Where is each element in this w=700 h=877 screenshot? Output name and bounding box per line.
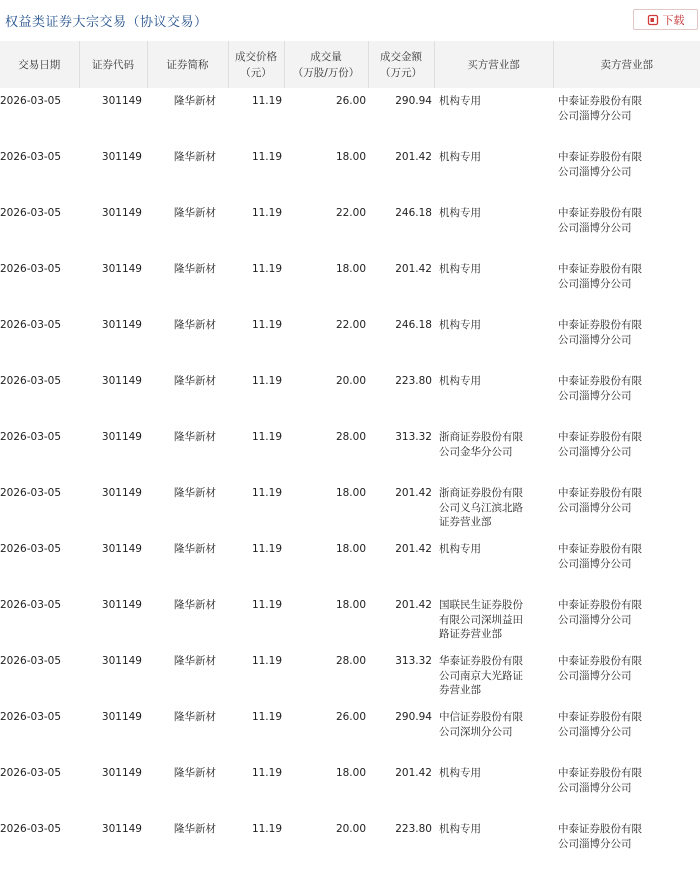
buyer-branch-cell: [434, 424, 553, 480]
price-cell: 11.19: [251, 207, 282, 219]
seller-branch-cell: [553, 256, 700, 312]
seller-line: 中泰证券股份有限: [558, 543, 642, 555]
amount-cell: 223.80: [395, 823, 432, 835]
volume-cell: 18.00: [335, 487, 366, 499]
buyer-branch-cell: [434, 88, 553, 144]
seller-line: 中泰证券股份有限: [558, 431, 642, 443]
seller-line: 公司淄博分公司: [558, 165, 632, 178]
seller-branch-cell: [553, 144, 700, 200]
seller-line: 中泰证券股份有限: [558, 487, 642, 499]
amount-cell: 313.32: [395, 655, 432, 667]
security-name-cell: 隆华新材: [174, 599, 216, 611]
buyer-line: 机构专用: [439, 151, 481, 163]
table-row: [0, 536, 700, 592]
price-cell: 11.19: [251, 711, 282, 723]
seller-line: 公司淄博分公司: [558, 837, 632, 850]
table-row: [0, 816, 700, 872]
seller-line: 公司淄博分公司: [558, 669, 632, 682]
header-label: （元）: [240, 66, 272, 79]
buyer-line: 机构专用: [439, 319, 481, 331]
buyer-line: 机构专用: [439, 95, 481, 107]
security-name-cell: 隆华新材: [174, 375, 216, 387]
security-code-cell: 301149: [101, 543, 142, 555]
seller-branch-cell: [553, 424, 700, 480]
security-name-cell: 隆华新材: [174, 431, 216, 443]
seller-line: 公司淄博分公司: [558, 109, 632, 122]
price-cell: 11.19: [251, 599, 282, 611]
buyer-branch-cell: [434, 592, 553, 648]
price-cell: 11.19: [251, 375, 282, 387]
table-row: [0, 480, 700, 536]
buyer-branch-cell: [434, 256, 553, 312]
buyer-line: 浙商证券股份有限: [439, 431, 523, 443]
buyer-line: 机构专用: [439, 207, 481, 219]
volume-cell: 22.00: [335, 319, 366, 331]
volume-cell: 18.00: [335, 599, 366, 611]
volume-cell: 26.00: [335, 711, 366, 723]
security-code-cell: 301149: [101, 655, 142, 667]
buyer-line: 券营业部: [439, 684, 481, 696]
security-name-cell: 隆华新材: [174, 543, 216, 555]
buyer-line: 证券营业部: [439, 516, 492, 528]
header-label: 证券简称: [166, 58, 209, 71]
price-cell: 11.19: [251, 95, 282, 107]
header-label: （万股/万份）: [292, 66, 360, 79]
trade-date-cell: 2026-03-05: [0, 263, 62, 275]
trade-date-cell: 2026-03-05: [0, 151, 62, 163]
table-row: [0, 200, 700, 256]
amount-cell: 246.18: [395, 207, 432, 219]
header-amount: [368, 41, 434, 88]
header-label: （万元）: [380, 66, 422, 79]
seller-branch-cell: [553, 200, 700, 256]
seller-line: 公司淄博分公司: [558, 221, 632, 234]
amount-cell: 201.42: [395, 151, 432, 163]
trade-date-cell: 2026-03-05: [0, 375, 62, 387]
seller-line: 中泰证券股份有限: [558, 767, 642, 779]
price-cell: 11.19: [251, 823, 282, 835]
header-label: 买方营业部: [467, 58, 520, 71]
trade-date-cell: 2026-03-05: [0, 207, 62, 219]
header-volume: [284, 41, 368, 88]
table-body: [0, 88, 700, 872]
buyer-branch-cell: [434, 760, 553, 816]
trade-date-cell: 2026-03-05: [0, 823, 62, 835]
price-cell: 11.19: [251, 767, 282, 779]
buyer-line: 公司南京大光路证: [439, 669, 523, 682]
header-label: 证券代码: [92, 58, 134, 71]
trade-date-cell: 2026-03-05: [0, 767, 62, 779]
seller-branch-cell: [553, 592, 700, 648]
buyer-branch-cell: [434, 704, 553, 760]
buyer-branch-cell: [434, 648, 553, 704]
price-cell: 11.19: [251, 319, 282, 331]
amount-cell: 290.94: [395, 95, 432, 107]
security-code-cell: 301149: [101, 599, 142, 611]
page-title: 权益类证券大宗交易（协议交易）: [5, 15, 208, 30]
seller-line: 中泰证券股份有限: [558, 599, 642, 611]
seller-line: 中泰证券股份有限: [558, 151, 642, 163]
header-row: [0, 41, 700, 88]
table-row: [0, 312, 700, 368]
seller-line: 中泰证券股份有限: [558, 319, 642, 331]
security-code-cell: 301149: [101, 151, 142, 163]
amount-cell: 201.42: [395, 263, 432, 275]
table-row: [0, 648, 700, 704]
buyer-branch-cell: [434, 816, 553, 872]
buyer-branch-cell: [434, 144, 553, 200]
table-header: [0, 41, 700, 88]
header-buyer: [434, 41, 553, 88]
trade-date-cell: 2026-03-05: [0, 599, 62, 611]
seller-line: 公司淄博分公司: [558, 725, 632, 738]
header-security-name: [147, 41, 228, 88]
volume-cell: 26.00: [335, 95, 366, 107]
seller-branch-cell: [553, 368, 700, 424]
security-code-cell: 301149: [101, 95, 142, 107]
security-name-cell: 隆华新材: [174, 711, 216, 723]
amount-cell: 290.94: [395, 711, 432, 723]
title-bar: [0, 0, 700, 40]
buyer-line: 公司深圳分公司: [439, 725, 513, 738]
volume-cell: 28.00: [335, 431, 366, 443]
security-name-cell: 隆华新材: [174, 95, 216, 107]
security-name-cell: 隆华新材: [174, 823, 216, 835]
volume-cell: 18.00: [335, 151, 366, 163]
volume-cell: 22.00: [335, 207, 366, 219]
seller-branch-cell: [553, 760, 700, 816]
buyer-branch-cell: [434, 200, 553, 256]
table-row: [0, 88, 700, 144]
trade-date-cell: 2026-03-05: [0, 543, 62, 555]
security-code-cell: 301149: [101, 375, 142, 387]
seller-line: 中泰证券股份有限: [558, 263, 642, 275]
seller-line: 中泰证券股份有限: [558, 823, 642, 835]
security-name-cell: 隆华新材: [174, 655, 216, 667]
volume-cell: 18.00: [335, 543, 366, 555]
security-code-cell: 301149: [101, 487, 142, 499]
header-label: 成交金额: [380, 50, 422, 63]
block-trade-table: [0, 41, 700, 872]
seller-line: 公司淄博分公司: [558, 277, 632, 290]
price-cell: 11.19: [251, 655, 282, 667]
amount-cell: 201.42: [395, 543, 432, 555]
buyer-line: 有限公司深圳益田: [439, 613, 523, 626]
table-row: [0, 424, 700, 480]
volume-cell: 20.00: [335, 823, 366, 835]
seller-branch-cell: [553, 480, 700, 536]
table-row: [0, 592, 700, 648]
buyer-line: 机构专用: [439, 375, 481, 387]
seller-branch-cell: [553, 704, 700, 760]
seller-branch-cell: [553, 816, 700, 872]
trade-date-cell: 2026-03-05: [0, 319, 62, 331]
price-cell: 11.19: [251, 543, 282, 555]
buyer-line: 国联民生证券股份: [439, 599, 523, 611]
buyer-branch-cell: [434, 480, 553, 536]
security-code-cell: 301149: [101, 823, 142, 835]
security-code-cell: 301149: [101, 319, 142, 331]
amount-cell: 201.42: [395, 767, 432, 779]
buyer-line: 公司金华分公司: [439, 445, 513, 458]
seller-line: 公司淄博分公司: [558, 557, 632, 570]
trade-date-cell: 2026-03-05: [0, 711, 62, 723]
security-code-cell: 301149: [101, 263, 142, 275]
seller-line: 中泰证券股份有限: [558, 711, 642, 723]
header-label: 成交量: [310, 50, 342, 63]
security-name-cell: 隆华新材: [174, 319, 216, 331]
amount-cell: 313.32: [395, 431, 432, 443]
table-row: [0, 256, 700, 312]
buyer-line: 路证券营业部: [439, 628, 502, 640]
seller-line: 公司淄博分公司: [558, 501, 632, 514]
price-cell: 11.19: [251, 431, 282, 443]
security-code-cell: 301149: [101, 431, 142, 443]
seller-line: 中泰证券股份有限: [558, 95, 642, 107]
buyer-line: 机构专用: [439, 543, 481, 555]
seller-line: 公司淄博分公司: [558, 613, 632, 626]
header-label: 卖方营业部: [600, 58, 653, 71]
table-row: [0, 760, 700, 816]
trade-date-cell: 2026-03-05: [0, 487, 62, 499]
table-row: [0, 144, 700, 200]
header-label: 交易日期: [18, 58, 61, 71]
amount-cell: 201.42: [395, 487, 432, 499]
security-name-cell: 隆华新材: [174, 767, 216, 779]
price-cell: 11.19: [251, 487, 282, 499]
price-cell: 11.19: [251, 263, 282, 275]
price-cell: 11.19: [251, 151, 282, 163]
security-code-cell: 301149: [101, 767, 142, 779]
security-name-cell: 隆华新材: [174, 207, 216, 219]
seller-branch-cell: [553, 88, 700, 144]
buyer-line: 机构专用: [439, 263, 481, 275]
seller-line: 公司淄博分公司: [558, 781, 632, 794]
security-name-cell: 隆华新材: [174, 487, 216, 499]
security-name-cell: 隆华新材: [174, 263, 216, 275]
security-code-cell: 301149: [101, 207, 142, 219]
seller-line: 公司淄博分公司: [558, 333, 632, 346]
download-icon: [647, 14, 659, 26]
seller-line: 中泰证券股份有限: [558, 207, 642, 219]
buyer-line: 机构专用: [439, 823, 481, 835]
volume-cell: 28.00: [335, 655, 366, 667]
table-row: [0, 368, 700, 424]
security-code-cell: 301149: [101, 711, 142, 723]
volume-cell: 18.00: [335, 263, 366, 275]
amount-cell: 201.42: [395, 599, 432, 611]
header-trade-date: [0, 41, 79, 88]
buyer-line: 机构专用: [439, 767, 481, 779]
seller-line: 公司淄博分公司: [558, 389, 632, 402]
header-price: [228, 41, 284, 88]
volume-cell: 18.00: [335, 767, 366, 779]
amount-cell: 246.18: [395, 319, 432, 331]
download-button[interactable]: [633, 9, 698, 30]
download-label: 下载: [662, 13, 685, 27]
seller-branch-cell: [553, 312, 700, 368]
table-row: [0, 704, 700, 760]
header-seller: [553, 41, 700, 88]
seller-line: 公司淄博分公司: [558, 445, 632, 458]
buyer-line: 浙商证券股份有限: [439, 487, 523, 499]
buyer-branch-cell: [434, 368, 553, 424]
buyer-branch-cell: [434, 312, 553, 368]
security-name-cell: 隆华新材: [174, 151, 216, 163]
trade-date-cell: 2026-03-05: [0, 655, 62, 667]
seller-line: 中泰证券股份有限: [558, 375, 642, 387]
header-security-code: [79, 41, 147, 88]
trade-date-cell: 2026-03-05: [0, 95, 62, 107]
seller-line: 中泰证券股份有限: [558, 655, 642, 667]
seller-branch-cell: [553, 536, 700, 592]
buyer-line: 中信证券股份有限: [439, 711, 523, 723]
buyer-line: 公司义乌江滨北路: [439, 501, 523, 514]
volume-cell: 20.00: [335, 375, 366, 387]
buyer-line: 华泰证券股份有限: [439, 655, 523, 667]
amount-cell: 223.80: [395, 375, 432, 387]
buyer-branch-cell: [434, 536, 553, 592]
header-label: 成交价格: [235, 50, 277, 63]
seller-branch-cell: [553, 648, 700, 704]
trade-date-cell: 2026-03-05: [0, 431, 62, 443]
